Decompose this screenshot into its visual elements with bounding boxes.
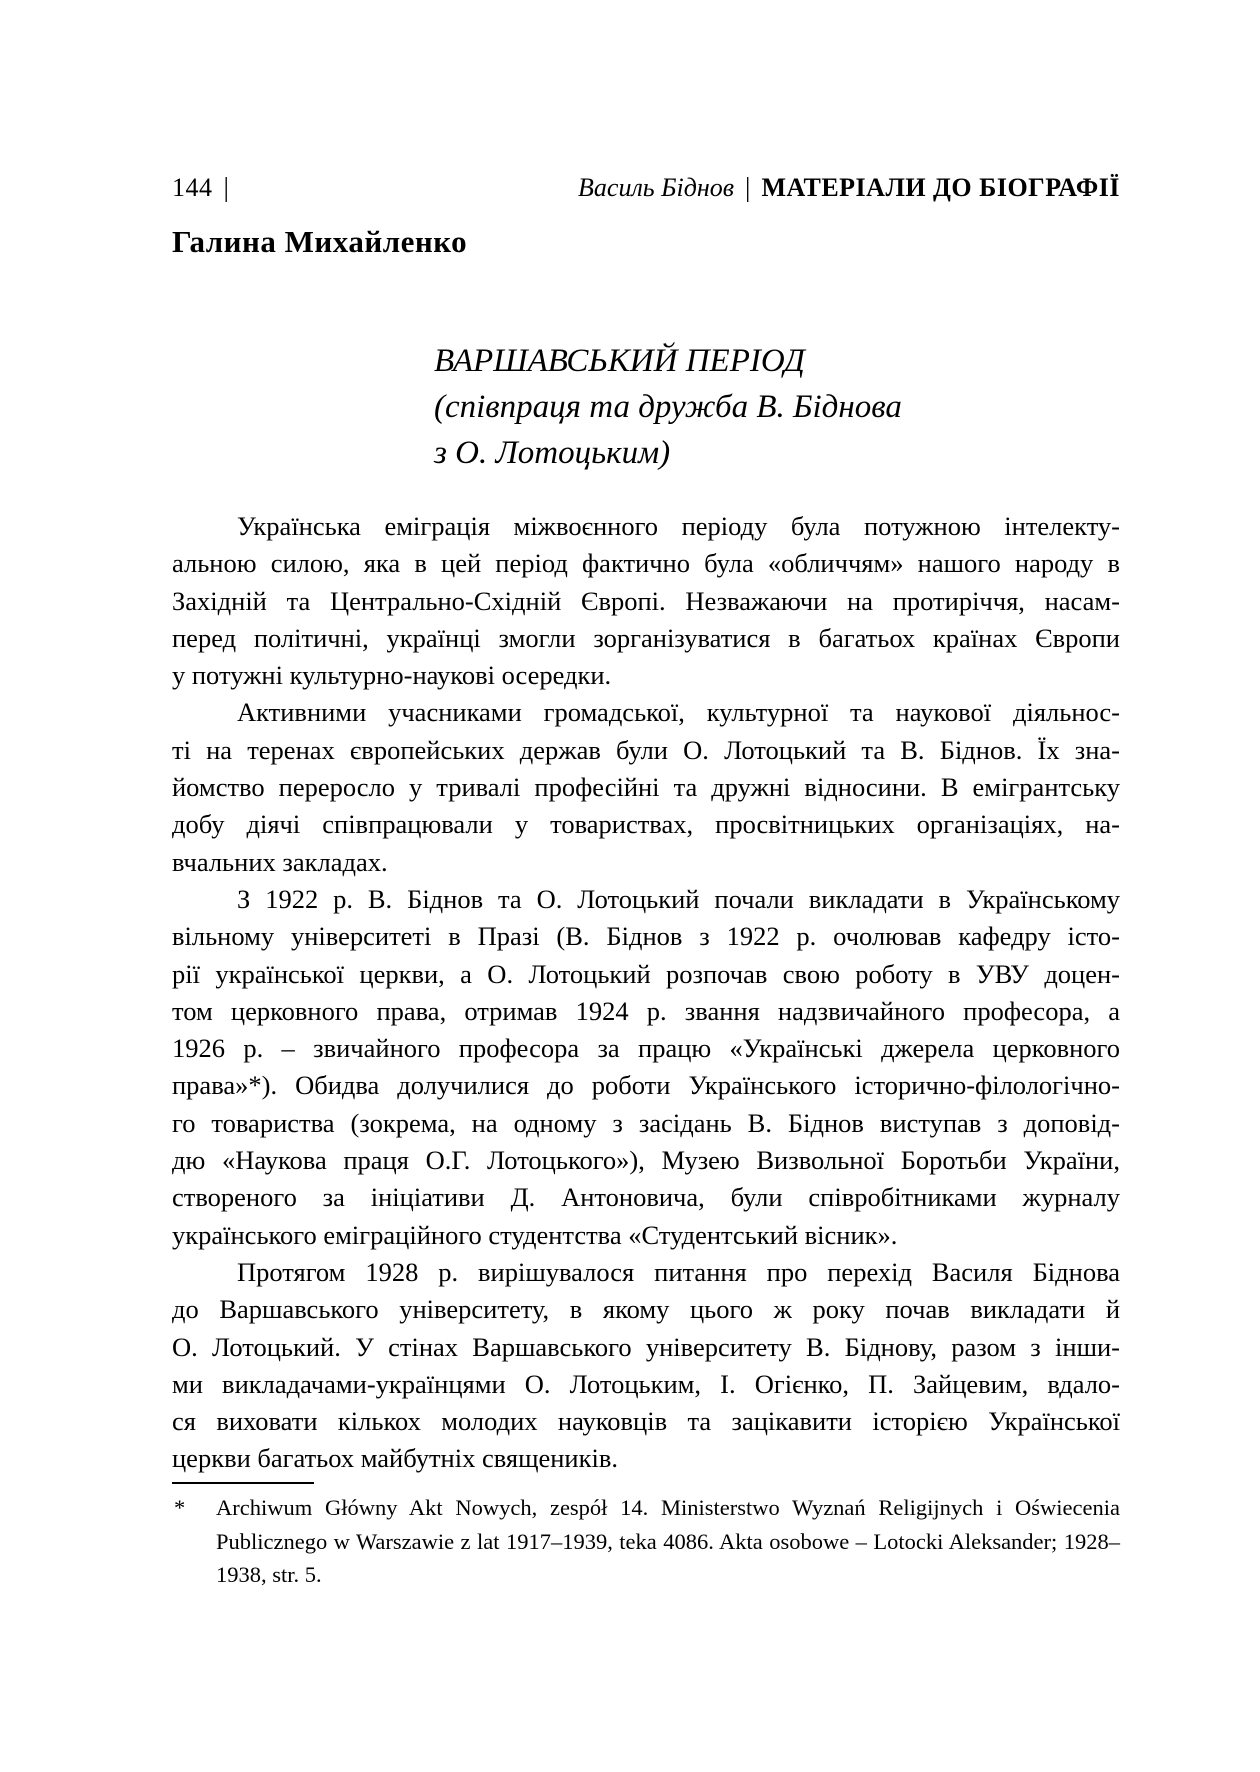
running-head-title: МАТЕРІАЛИ ДО БІОГРАФІЇ (761, 173, 1120, 202)
body-line: рії української церкви, а О. Лотоцький розпочав свою роботу в УВУ доцен- (172, 958, 1120, 989)
footnote-line: Archiwum Główny Akt Nowych, zespół 14. Ministerstwo Wyznań Religijnych i Oświecenia (216, 1495, 1120, 1520)
article-body (172, 508, 1120, 1478)
article-title (434, 338, 902, 476)
body-line: ті на теренах європейських держав були О. Лотоцький та В. Біднов. Їх зна- (172, 734, 1120, 765)
body-line: вільному університеті в Празі (В. Біднов з 1922 р. очолював кафедру істо- (172, 921, 1120, 952)
title-line: з О. Лотоцьким) (434, 435, 671, 471)
body-line: перед політичні, українці змогли зорганізуватися в багатьох країнах Європи (172, 622, 1120, 653)
footnote-rule (172, 1482, 314, 1484)
body-line: ми викладачами-українцями О. Лотоцьким, І. Огієнко, П. Зайцевим, вдало- (172, 1368, 1120, 1399)
body-line: альною силою, яка в цей період фактично була «обличчям» нашого народу в (172, 548, 1120, 579)
footnote (172, 1491, 1120, 1592)
page-number: 144 (172, 173, 213, 202)
running-head (578, 172, 1120, 203)
title-line: ВАРШАВСЬКИЙ ПЕРІОД (434, 343, 805, 379)
body-line: права»*). Обидва долучилися до роботи Українського історично-філологічно- (172, 1070, 1120, 1101)
body-line: йомство переросло у тривалі професійні та дружні відносини. В емігрантську (172, 772, 1120, 803)
footnote-line: 1938, str. 5. (216, 1562, 322, 1587)
title-line: (співпраця та дружба В. Біднова (434, 389, 902, 425)
body-line: Активними учасниками громадської, культурної та наукової діяльнос- (237, 697, 1120, 728)
body-line: Західній та Центрально-Східній Європі. Незважаючи на протиріччя, насам- (172, 585, 1120, 616)
body-line: дю «Наукова праця О.Г. Лотоцького»), Музею Визвольної Боротьби України, (172, 1145, 1120, 1176)
header-divider: | (223, 172, 229, 202)
footnote-marker: * (174, 1495, 186, 1520)
body-line: українського еміграційного студентства «Студентський вісник». (172, 1219, 898, 1250)
running-header (172, 172, 1120, 203)
body-line: Протягом 1928 р. вирішувалося питання про перехід Василя Біднова (237, 1256, 1120, 1287)
footnote-text (216, 1491, 1120, 1592)
body-line: ся виховати кількох молодих науковців та зацікавити історією Української (172, 1406, 1120, 1437)
body-line: О. Лотоцький. У стінах Варшавського університету В. Біднову, разом з інши- (172, 1331, 1120, 1362)
body-line: церкви багатьох майбутніх священиків. (172, 1443, 618, 1474)
footnote-line: Publicznego w Warszawie z lat 1917–1939, teka 4086. Akta osobowe – Lotocki Aleksander; 1928– (216, 1528, 1120, 1554)
body-line: 1926 р. – звичайного професора за працю «Українські джерела церковного (172, 1033, 1120, 1064)
body-line: том церковного права, отримав 1924 р. звання надзвичайного професора, а (172, 995, 1120, 1026)
page-number-block (172, 172, 240, 203)
body-line: до Варшавського університету, в якому цього ж року почав викладати й (172, 1294, 1120, 1325)
body-line: Українська еміграція міжвоєнного періоду була потужною інтелекту- (237, 511, 1120, 541)
running-head-author: Василь Біднов (578, 173, 735, 202)
body-line: го товариства (зокрема, на одному з засідань В. Біднов виступав з доповід- (172, 1107, 1120, 1138)
body-line: у потужні культурно-наукові осередки. (172, 660, 612, 691)
body-line: створеного за ініціативи Д. Антоновича, були співробітниками журналу (172, 1182, 1120, 1213)
body-line: З 1922 р. В. Біднов та О. Лотоцький почали викладати в Українському (237, 883, 1120, 914)
header-divider: | (745, 172, 751, 202)
body-line: добу діячі співпрацювали у товариствах, просвітницьких організаціях, на- (172, 809, 1120, 840)
author-name: Галина Михайленко (172, 224, 468, 259)
body-line: вчальних закладах. (172, 846, 388, 877)
